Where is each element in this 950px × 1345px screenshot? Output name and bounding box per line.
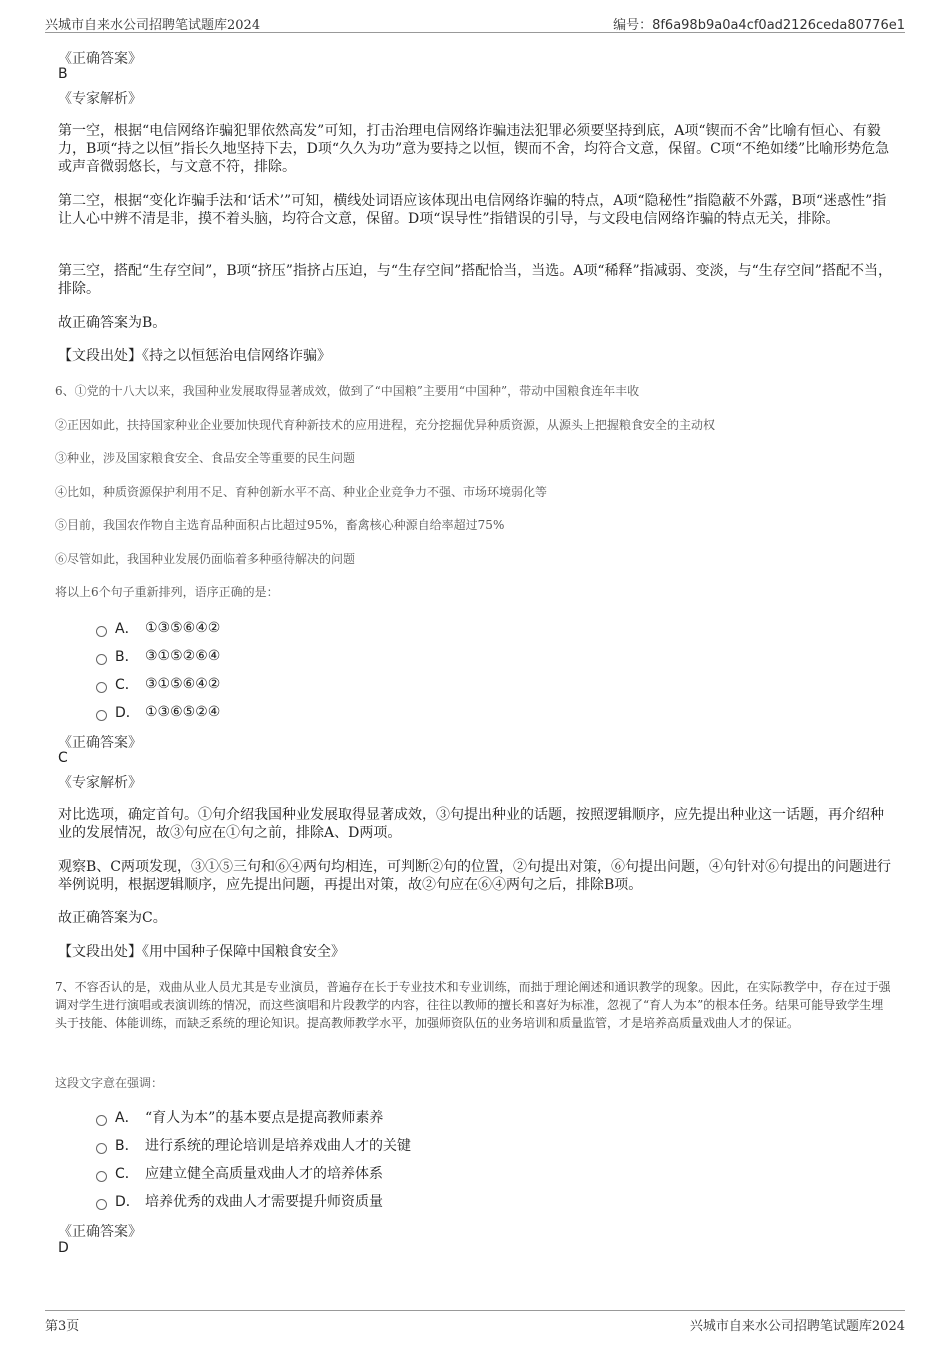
header-code-value: 8f6a98b9a0a4cf0ad2126ceda80776e1 bbox=[652, 18, 905, 33]
q6-source: 【文段出处】《用中国种子保障中国粮食安全》 bbox=[58, 944, 345, 960]
option-text: 培养优秀的戏曲人才需要提升师资质量 bbox=[145, 1194, 383, 1210]
q6-stem-item-4: ④比如，种质资源保护利用不足、育种创新水平不高、种业企业竞争力不强、市场环境弱化等 bbox=[55, 485, 548, 499]
option-text: “育人为本”的基本要点是提高教师素养 bbox=[145, 1110, 384, 1126]
option-letter: A． bbox=[115, 621, 139, 637]
radio-icon[interactable] bbox=[96, 682, 107, 693]
radio-icon[interactable] bbox=[96, 654, 107, 665]
q6-stem-item-2: ②正因如此，扶持国家种业企业要加快现代育种新技术的应用进程，充分挖掘优异种质资源，从源头上把握粮食安全的主动权 bbox=[55, 418, 716, 432]
footer-page-number: 第3页 bbox=[45, 1319, 80, 1334]
q7-answer-label: 《正确答案》 bbox=[58, 1224, 142, 1240]
q6-answer: C bbox=[58, 750, 68, 766]
option-letter: C． bbox=[115, 677, 139, 693]
q7-option-d[interactable] bbox=[96, 1191, 383, 1211]
radio-icon[interactable] bbox=[96, 1199, 107, 1210]
option-letter: A． bbox=[115, 1110, 139, 1126]
option-text: 进行系统的理论培训是培养戏曲人才的关键 bbox=[145, 1138, 411, 1154]
q6-analysis-label: 《专家解析》 bbox=[58, 775, 142, 791]
radio-icon[interactable] bbox=[96, 1171, 107, 1182]
q5-source: 【文段出处】《持之以恒惩治电信网络诈骗》 bbox=[58, 348, 331, 364]
radio-icon[interactable] bbox=[96, 710, 107, 721]
q6-analysis-p1: 对比选项，确定首句。①句介绍我国种业发展取得显著成效，③句提出种业的话题，按照逻辑顺序，应先提出种业这一话题，再介绍种业的发展情况，故③句应在①句之前，排除A、D两项。 bbox=[58, 807, 884, 841]
q5-analysis-label: 《专家解析》 bbox=[58, 91, 142, 107]
header-code-label: 编号： bbox=[613, 18, 653, 33]
q6-stem-item-1: 6、①党的十八大以来，我国种业发展取得显著成效，做到了“中国粮”主要用“中国种”，带动中国粮食连年丰收 bbox=[55, 384, 640, 398]
header-title: 兴城市自来水公司招聘笔试题库2024 bbox=[45, 18, 261, 33]
q5-analysis-p3: 第三空，搭配“生存空间”，B项“挤压”指挤占压迫，与“生存空间”搭配恰当，当选。A项“稀释”指减弱、变淡，与“生存空间”搭配不当，排除。 bbox=[58, 263, 892, 297]
q6-answer-label: 《正确答案》 bbox=[58, 735, 142, 751]
q6-question: 将以上6个句子重新排列，语序正确的是： bbox=[55, 585, 279, 599]
option-text: ③①⑤②⑥④ bbox=[145, 648, 221, 664]
option-letter: D． bbox=[115, 705, 140, 721]
q6-analysis-p2: 观察B、C两项发现，③①⑤三句和⑥④两句均相连，可判断②句的位置，②句提出对策，⑥句提出问题，④句针对⑥句提出的问题进行举例说明，根据逻辑顺序，应先提出问题，再提出对策，故②句应在⑥④两句之后，排除B项。 bbox=[58, 859, 891, 893]
option-letter: B． bbox=[115, 649, 139, 665]
radio-icon[interactable] bbox=[96, 1115, 107, 1126]
q7-answer: D bbox=[58, 1240, 69, 1256]
footer-title: 兴城市自来水公司招聘笔试题库2024 bbox=[689, 1319, 905, 1334]
q5-answer: B bbox=[58, 66, 68, 82]
q6-option-c[interactable] bbox=[96, 674, 220, 694]
option-letter: B． bbox=[115, 1138, 139, 1154]
page-footer bbox=[45, 1310, 905, 1335]
q5-answer-label: 《正确答案》 bbox=[58, 51, 142, 67]
option-text: ③①⑤⑥④② bbox=[145, 676, 221, 692]
q6-stem-item-5: ⑤目前，我国农作物自主选育品种面积占比超过95%，畜禽核心种源自给率超过75% bbox=[55, 518, 505, 532]
q7-option-b[interactable] bbox=[96, 1135, 411, 1155]
page-header bbox=[45, 12, 905, 33]
radio-icon[interactable] bbox=[96, 1143, 107, 1154]
q6-option-d[interactable] bbox=[96, 702, 220, 722]
radio-icon[interactable] bbox=[96, 626, 107, 637]
option-letter: C． bbox=[115, 1166, 139, 1182]
option-text: ①③⑤⑥④② bbox=[145, 620, 221, 636]
q6-option-a[interactable] bbox=[96, 618, 220, 638]
q7-stem: 7、不容否认的是，戏曲从业人员尤其是专业演员，普遍存在长于专业技术和专业训练，而拙于理论阐述和通识教学的现象。因此，在实际教学中，存在过于强调对学生进行演唱或表演训练的情况，而这些演唱和片段教学的内容，往往以教师的擅长和喜好为标准，忽视了“育人为本”的根本任务。结果可能导致学生埋头于技能、体能训练，而缺乏系统的理论知识。提高教师教学水平，加强师资队伍的业务培训和质量监管，才是培养高质量戏曲人才的保证。 bbox=[55, 980, 891, 1030]
header-code bbox=[613, 14, 905, 33]
q6-option-b[interactable] bbox=[96, 646, 220, 666]
q6-stem-item-3: ③种业，涉及国家粮食安全、食品安全等重要的民生问题 bbox=[55, 451, 356, 465]
option-text: 应建立健全高质量戏曲人才的培养体系 bbox=[145, 1166, 383, 1182]
q5-analysis-p1: 第一空，根据“电信网络诈骗犯罪依然高发”可知，打击治理电信网络诈骗违法犯罪必须要坚持到底，A项“锲而不舍”比喻有恒心、有毅力，B项“持之以恒”指长久地坚持下去，D项“久久为功”意为要持之以恒，锲而不舍，均符合文意，保留。C项“不绝如缕”比喻形势危急或声音微弱悠长，与文意不符，排除。 bbox=[58, 123, 890, 175]
q6-stem-item-6: ⑥尽管如此，我国种业发展仍面临着多种亟待解决的问题 bbox=[55, 552, 356, 566]
q7-option-c[interactable] bbox=[96, 1163, 383, 1183]
q7-question: 这段文字意在强调： bbox=[55, 1076, 164, 1090]
q5-analysis-conclusion: 故正确答案为B。 bbox=[58, 315, 167, 331]
option-letter: D． bbox=[115, 1194, 140, 1210]
option-text: ①③⑥⑤②④ bbox=[145, 704, 221, 720]
q7-option-a[interactable] bbox=[96, 1107, 383, 1127]
q5-analysis-p2: 第二空，根据“变化诈骗手法和‘话术’”可知，横线处词语应该体现出电信网络诈骗的特点，A项“隐秘性”指隐蔽不外露，B项“迷惑性”指让人心中辨不清是非，摸不着头脑，均符合文意，保留。D项“误导性”指错误的引导，与文段电信网络诈骗的特点无关，排除。 bbox=[58, 193, 887, 227]
q6-analysis-conclusion: 故正确答案为C。 bbox=[58, 910, 167, 926]
